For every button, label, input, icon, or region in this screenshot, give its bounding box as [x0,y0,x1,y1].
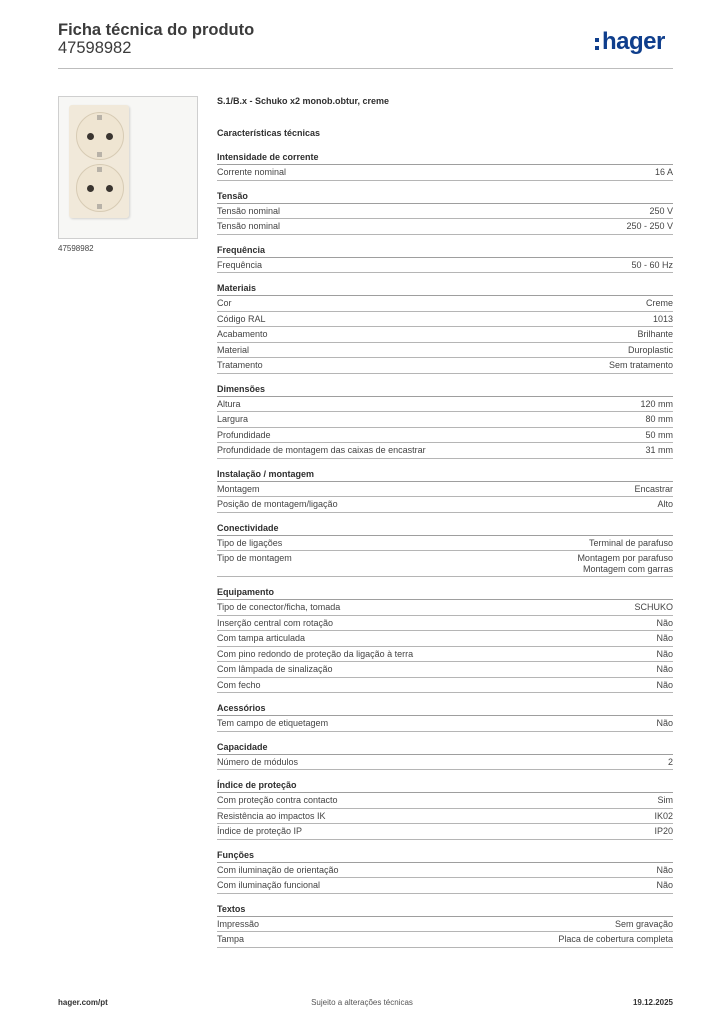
spec-value [653,314,673,325]
spec-value-line: 31 mm [645,445,673,455]
spec-value-line: Não [656,880,673,890]
spec-value [634,484,673,495]
spec-row [217,536,673,552]
spec-row [217,258,673,274]
spec-value-line: 16 A [654,167,673,177]
spec-value-line: SCHUKO [634,602,673,612]
spec-value-line: Creme [645,298,673,308]
spec-row [217,755,673,771]
spec-label: Corrente nominal [217,167,287,177]
spec-value [668,757,673,768]
spec-content [217,96,673,958]
spec-row [217,428,673,444]
spec-value-line: Placa de cobertura completa [558,934,673,944]
socket-plate-image [69,105,129,218]
spec-label: Impressão [217,918,260,929]
logo-colon-icon [594,36,600,50]
spec-value-line: Terminal de parafuso [588,537,673,548]
spec-label: Tem campo de etiquetagem [217,718,329,728]
spec-row [217,443,673,459]
spec-label: Tensão nominal [217,205,281,216]
spec-row [217,551,673,577]
section-title: Textos [217,904,673,917]
spec-value-line: Não [656,633,673,643]
spec-value [656,865,673,876]
spec-row [217,678,673,694]
spec-row [217,932,673,948]
spec-section [217,191,673,235]
spec-value [645,445,673,456]
spec-value-line: Montagem com garras [582,563,673,574]
spec-value [654,826,673,837]
spec-label: Tratamento [217,360,263,370]
spec-section [217,283,673,374]
spec-row [217,204,673,220]
spec-row [217,165,673,181]
spec-label: Tampa [217,934,245,944]
spec-row [217,631,673,647]
page-title: Ficha técnica do produto [58,21,255,39]
spec-section [217,384,673,459]
spec-section [217,152,673,181]
spec-value-line: 80 mm [645,414,673,424]
spec-value [656,649,673,660]
schuko-socket-icon [76,112,124,160]
spec-value [656,880,673,891]
tech-heading: Características técnicas [217,128,321,138]
spec-label: Tipo de conector/ficha, tomada [217,602,341,612]
spec-value-line: Não [656,648,673,659]
spec-value-line: Não [656,617,673,628]
spec-row [217,343,673,359]
spec-value-line: 50 mm [645,429,673,440]
spec-value-line: Brilhante [637,329,673,339]
spec-label: Largura [217,414,249,424]
spec-value-line: Não [656,664,673,674]
spec-value-line: Alto [657,499,673,509]
spec-value [631,260,673,271]
spec-value-line: Duroplastic [627,344,673,355]
spec-label: Cor [217,298,232,308]
spec-value [558,934,673,945]
spec-label: Posição de montagem/ligação [217,499,338,509]
section-title: Funções [217,850,673,863]
spec-label: Índice de proteção IP [217,826,303,836]
spec-value [634,602,673,613]
spec-label: Montagem [217,483,260,494]
section-title: Conectividade [217,523,673,536]
spec-section [217,904,673,948]
spec-value [645,414,673,425]
spec-section [217,780,673,840]
spec-row [217,793,673,809]
spec-label: Resistência ao impactos IK [217,810,326,821]
header-divider [58,68,673,69]
spec-section [217,469,673,513]
spec-value-line: Não [656,679,673,690]
spec-row [217,358,673,374]
spec-value-line: 2 [667,756,673,767]
spec-value [656,633,673,644]
spec-value [640,399,673,410]
spec-value-line: Encastrar [634,483,673,494]
spec-row [217,824,673,840]
spec-value-line: Não [656,718,673,728]
footer-note: Sujeito a alterações técnicas [311,998,413,1007]
spec-row [217,482,673,498]
spec-value [654,811,673,822]
spec-value-line: 250 V [649,205,673,216]
spec-row [217,809,673,825]
spec-section [217,703,673,732]
spec-row [217,917,673,933]
spec-value-line: IP20 [654,826,673,836]
spec-label: Código RAL [217,313,266,324]
spec-value-line: 250 - 250 V [626,221,673,231]
spec-row [217,412,673,428]
spec-row [217,600,673,616]
spec-label: Com iluminação de orientação [217,864,339,875]
spec-value-line: 50 - 60 Hz [631,259,673,270]
spec-label: Tipo de ligações [217,537,283,548]
image-caption: 47598982 [58,244,94,253]
schuko-socket-icon [76,164,124,212]
spec-value-line: Não [656,864,673,875]
spec-value-line: Montagem por parafuso [577,553,673,563]
spec-label: Tensão nominal [217,221,281,231]
spec-value [656,718,673,729]
section-title: Dimensões [217,384,673,397]
product-code: 47598982 [58,39,132,57]
spec-value [655,167,673,178]
spec-row [217,662,673,678]
spec-value-line: Sem tratamento [608,360,673,370]
product-image [58,96,198,239]
section-title: Acessórios [217,703,673,716]
spec-row [217,327,673,343]
spec-row [217,497,673,513]
spec-value [658,795,674,806]
spec-value [657,499,673,510]
spec-row [217,647,673,663]
section-title: Índice de proteção [217,780,673,793]
spec-value-line: 1013 [652,313,673,324]
spec-label: Com iluminação funcional [217,880,321,890]
spec-label: Com tampa articulada [217,633,306,643]
spec-value [646,298,673,309]
spec-value [649,206,673,217]
section-title: Intensidade de corrente [217,152,673,165]
spec-value [589,538,673,549]
spec-label: Tipo de montagem [217,553,292,563]
spec-row [217,219,673,235]
spec-section [217,587,673,693]
spec-row [217,312,673,328]
spec-sections [217,152,673,948]
spec-value [628,345,673,356]
spec-value-line: Sim [657,795,673,805]
spec-value-line: Sem gravação [614,918,673,929]
spec-row [217,616,673,632]
spec-row [217,716,673,732]
spec-label: Profundidade [217,429,271,440]
spec-value [656,618,673,629]
footer-website: hager.com/pt [58,998,108,1007]
spec-section [217,523,673,578]
section-title: Tensão [217,191,673,204]
spec-value [656,680,673,691]
spec-label: Altura [217,398,241,409]
spec-section [217,850,673,894]
logo-text: hager [602,28,665,55]
spec-section [217,742,673,771]
spec-label: Frequência [217,259,263,270]
spec-value [626,221,673,232]
hager-logo [594,28,665,56]
spec-value-line: IK02 [654,810,673,821]
spec-label: Inserção central com rotação [217,617,334,628]
spec-value [645,430,673,441]
spec-label: Com pino redondo de proteção da ligação à terra [217,648,414,659]
spec-value [656,664,673,675]
footer-date: 19.12.2025 [632,998,673,1007]
section-title: Capacidade [217,742,673,755]
spec-label: Com fecho [217,679,261,690]
spec-label: Profundidade de montagem das caixas de encastrar [217,445,426,455]
spec-label: Com proteção contra contacto [217,795,338,805]
section-title: Frequência [217,245,673,258]
spec-value [577,553,673,574]
spec-label: Número de módulos [217,756,299,767]
spec-label: Material [217,344,250,355]
spec-label: Acabamento [217,329,268,339]
spec-section [217,245,673,274]
spec-row [217,863,673,879]
section-title: Instalação / montagem [217,469,673,482]
product-name: S.1/B.x - Schuko x2 monob.obtur, creme [217,96,390,106]
spec-label: Com lâmpada de sinalização [217,664,333,674]
spec-row [217,878,673,894]
spec-value-line: 120 mm [640,398,673,409]
spec-row [217,397,673,413]
section-title: Materiais [217,283,673,296]
section-title: Equipamento [217,587,673,600]
spec-value [615,919,673,930]
spec-value [637,329,673,340]
spec-row [217,296,673,312]
spec-value [609,360,673,371]
